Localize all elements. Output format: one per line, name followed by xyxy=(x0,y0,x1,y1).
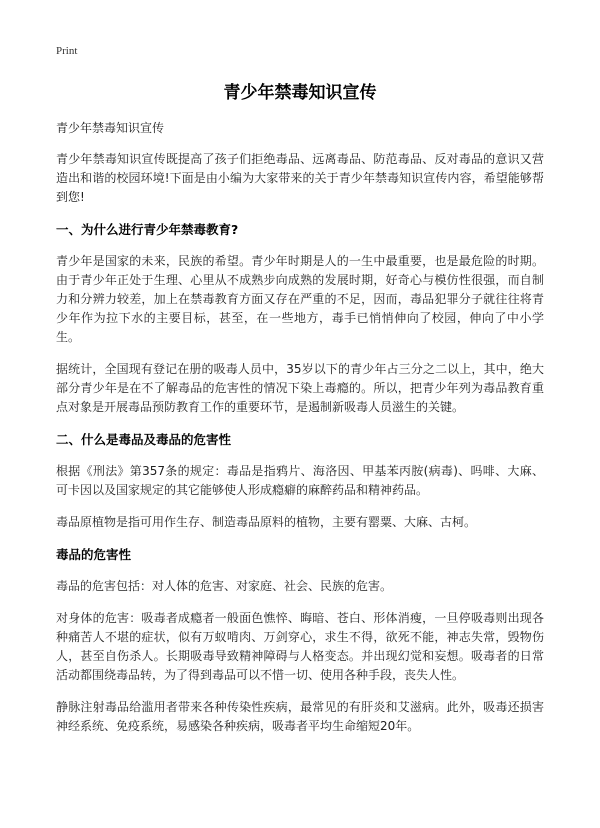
print-link[interactable]: Print xyxy=(56,45,78,57)
document-title: 青少年禁毒知识宣传 xyxy=(223,83,377,103)
section-heading-why-education: 一、为什么进行青少年禁毒教育? xyxy=(56,222,239,237)
paragraph: 根据《刑法》第357条的规定：毒品是指鸦片、海洛因、甲基苯丙胺(病毒)、吗啡、大麻、可卡因以及国家规定的其它能够使人形成瘾癖的麻醉药品和精神药品。 xyxy=(56,464,544,497)
paragraph: 静脉注射毒品给滥用者带来各种传染性疾病，最常见的有肝炎和艾滋病。此外，吸毒还损害神经系统、免疫系统，易感染各种疾病，吸毒者平均生命缩短20年。 xyxy=(56,700,544,733)
paragraph: 青少年是国家的未来，民族的希望。青少年时期是人的一生中最重要，也是最危险的时期。由于青少年正处于生理、心里从不成熟步向成熟的发展时期，好奇心与模仿性很强，而自制力和分辨力较差，加上在禁毒教育方面又存在严重的不足，因而，毒品犯罪分子就往往将青少年作为拉下水的主要目标，甚至，在一些地方，毒手已悄悄伸向了校园，伸向了中小学生。 xyxy=(56,254,544,344)
paragraph: 据统计，全国现有登记在册的吸毒人员中，35岁以下的青少年占三分之二以上，其中，绝大部分青少年是在不了解毒品的危害性的情况下染上毒瘾的。所以，把青少年列为毒品教育重点对象是开展毒品预防教育工作的重要环节，是遏制新吸毒人员滋生的关键。 xyxy=(56,362,544,414)
section-heading-drug-harm: 毒品的危害性 xyxy=(56,547,132,562)
paragraph: 对身体的危害：吸毒者成瘾者一般面色憔悴、晦暗、苍白、形体消瘦，一旦停吸毒则出现各种痛苦人不堪的症状，似有万蚁啃肉、万剑穿心，求生不得，欲死不能，神志失常，毁物伤人，甚至自伤杀人。长期吸毒导致精神障碍与人格变态。并出现幻觉和妄想。吸毒者的日常活动都围绕毒品转，为了得到毒品可以不惜一切、使用各种手段，丧失人性。 xyxy=(56,611,544,682)
section-heading-what-is-drug: 二、什么是毒品及毒品的危害性 xyxy=(56,432,232,447)
intro-paragraph: 青少年禁毒知识宣传既提高了孩子们拒绝毒品、远离毒品、防范毒品、反对毒品的意识又营造出和谐的校园环境!下面是由小编为大家带来的关于青少年禁毒知识宣传内容，希望能够帮到您! xyxy=(56,152,544,204)
paragraph: 毒品的危害包括：对人体的危害、对家庭、社会、民族的危害。 xyxy=(56,579,393,593)
document-subtitle: 青少年禁毒知识宣传 xyxy=(56,121,165,135)
paragraph: 毒品原植物是指可用作生存、制造毒品原料的植物，主要有罂粟、大麻、古柯。 xyxy=(56,515,477,529)
